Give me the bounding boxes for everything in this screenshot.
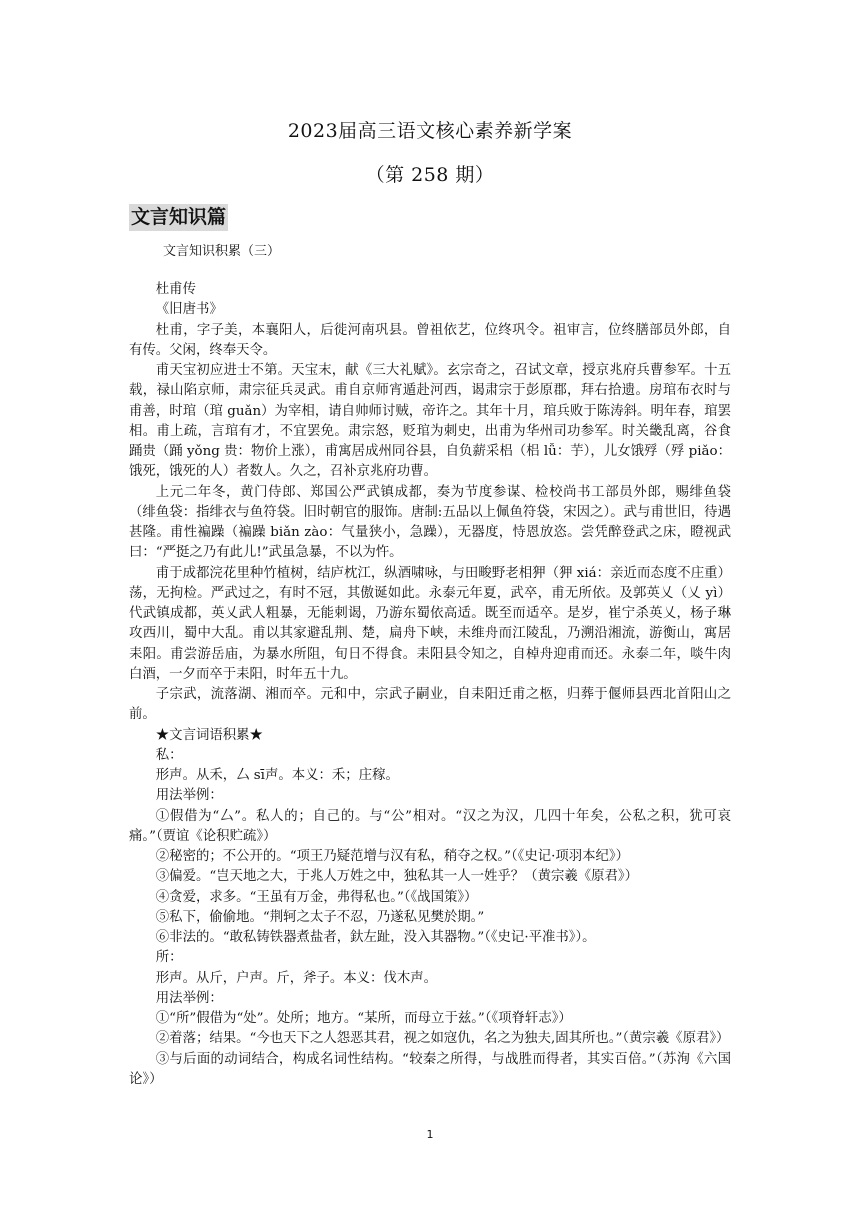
usage-example: ③与后面的动词结合，构成名词性结构。“较秦之所得，与战胜而得者，其实百倍。”（苏洵《六国论》） (129, 1051, 731, 1087)
text-paragraph: 甫于成都浣花里种竹植树，结庐枕江，纵酒啸咏，与田畯野老相狎（狎 xiá：亲近而态度不庄重）荡，无拘检。严武过之，有时不冠，其傲诞如此。永泰元年夏，武卒，甫无所依。及郭英乂（乂 yì）代武镇成都，英乂武人粗暴，无能刺谒，乃游东蜀依高适。既至而适卒。是岁，崔宁杀英乂，杨子琳攻西川，蜀中大乱。甫以其家避乱荆、楚，扁舟下峡，未维舟而江陵乱，乃溯沿湘流，游衡山，寓居耒阳。甫尝游岳庙，为暴水所阻，旬日不得食。耒阳县令知之，自棹舟迎甫而还。永泰二年，啖牛肉白酒，一夕而卒于耒阳，时年五十九。 (129, 565, 731, 682)
usage-label: 用法举例： (155, 788, 223, 804)
page-number: 1 (426, 1128, 434, 1141)
usage-example: ②秘密的；不公开的。“项王乃疑范增与汉有私，稍夺之权。”（《史记·项羽本纪》） (155, 849, 630, 864)
text-title: 杜甫传 (155, 282, 196, 297)
document-title: 2023届高三语文核心素养新学案 (287, 120, 573, 142)
usage-example: ②着落；结果。“今也天下之人怨恶其君，视之如寇仇，名之为独夫,固其所也。”（黄宗羲《原君》） (155, 1031, 730, 1047)
usage-example: ⑥非法的。“敢私铸铁器煮盐者，釱左趾，没入其器物。”（《史记·平准书》）。 (155, 930, 596, 945)
usage-example: ⑤私下，偷偷地。“荆轲之太子不忍，乃遂私见樊於期。” (155, 909, 485, 925)
body-text (129, 280, 731, 1090)
vocab-etymology: 形声。从禾，厶 sī声。本义：禾；庄稼。 (155, 768, 399, 783)
text-source: 《旧唐书》 (155, 302, 223, 318)
section-heading: 文言知识篇 (129, 204, 228, 231)
usage-example: ③偏爱。“岂天地之大，于兆人万姓之中，独私其一人一姓乎？（黄宗羲《原君》） (155, 869, 639, 885)
usage-example: ①“所”假借为“处”。处所；地方。“某所，而母立于兹。”（《项脊轩志》） (155, 1011, 572, 1026)
usage-example: ④贪爱，求多。“王虽有万金，弗得私也。”（《战国策》） (155, 889, 478, 905)
text-paragraph: 上元二年冬，黄门侍郎、郑国公严武镇成都，奏为节度参谋、检校尚书工部员外郎，赐绯鱼袋（绯鱼袋：指绯衣与鱼符袋。旧时朝官的服饰。唐制:五品以上佩鱼符袋，宋因之）。武与甫世旧，待遇甚隆。甫性褊躁（褊躁 biǎn zào：气量狭小，急躁），无器度，恃恩放恣。尝凭醉登武之床，瞪视武曰：“严挺之乃有此儿!”武虽急暴，不以为忤。 (129, 484, 731, 561)
issue-number: （第 258 期） (365, 164, 495, 186)
section-subheading: 文言知识积累（三） (163, 244, 281, 259)
vocab-word: 私： (155, 747, 183, 763)
usage-example: ①假借为“厶”。私人的；自己的。与“公”相对。“汉之为汉，几四十年矣，公私之积，犹可哀痛。”（贾谊《论积贮疏》） (129, 808, 731, 844)
text-paragraph: 甫天宝初应进士不第。天宝末，献《三大礼赋》。玄宗奇之，召试文章，授京兆府兵曹参军。十五载，禄山陷京师，肃宗征兵灵武。甫自京师宵遁赴河西，谒肃宗于彭原郡，拜右拾遗。房琯布衣时与甫善，时琯（琯 guǎn）为宰相，请自帅师讨贼，帝许之。其年十月，琯兵败于陈涛斜。明年春，琯罢相。甫上疏，言琯有才，不宜罢免。肃宗怒，贬琯为刺史，出甫为华州司功参军。时关畿乱离，谷食踊贵（踊 yǒng 贵：物价上涨），甫寓居成州同谷县，自负薪采梠（梠 lǚ：芋），儿女饿殍（殍 piǎo：饿死，饿死的人）者数人。久之，召补京兆府功曹。 (129, 363, 731, 480)
usage-label: 用法举例： (155, 990, 223, 1006)
vocab-heading: ★文言词语积累★ (155, 727, 263, 743)
vocab-word: 所： (155, 950, 183, 966)
text-paragraph: 杜甫，字子美，本襄阳人，后徙河南巩县。曾祖依艺，位终巩令。祖审言，位终膳部员外郎，自有传。父闲，终奉天令。 (129, 322, 731, 358)
vocab-etymology: 形声。从斤，户声。斤，斧子。本义：伐木声。 (155, 970, 437, 986)
text-paragraph: 子宗武，流落湖、湘而卒。元和中，宗武子嗣业，自耒阳迁甫之柩，归葬于偃师县西北首阳山之前。 (129, 687, 731, 723)
